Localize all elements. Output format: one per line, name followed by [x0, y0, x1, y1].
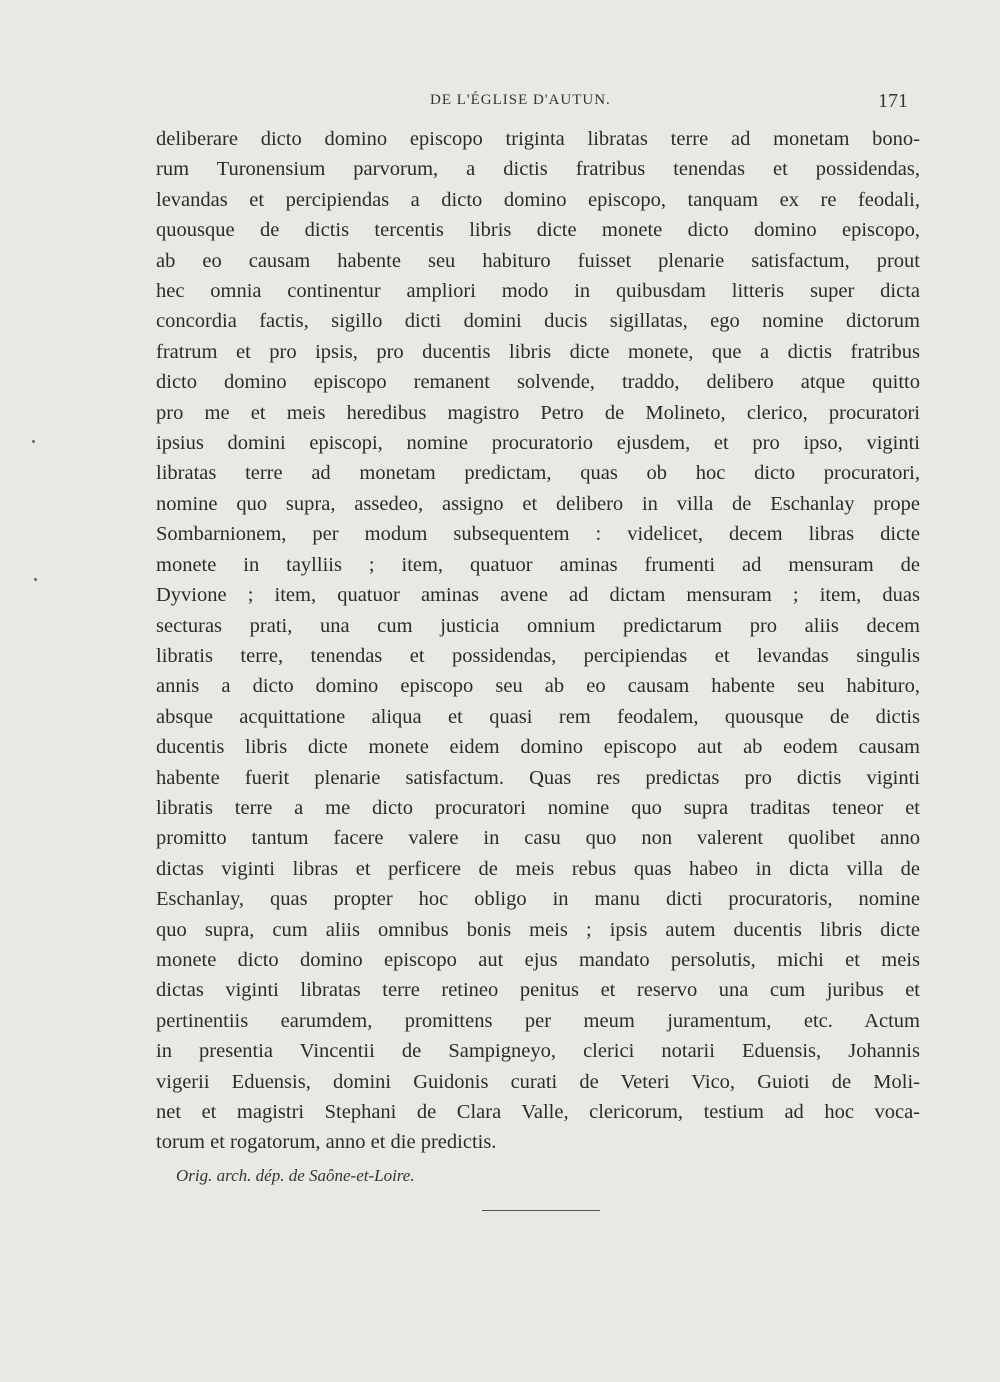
text-line: rum Turonensium parvorum, a dictis fratribus tenendas et possidendas,: [156, 158, 920, 181]
text-line: net et magistri Stephani de Clara Valle, clericorum, testium ad hoc voca-: [156, 1101, 920, 1123]
text-line: libratas terre ad monetam predictam, quas ob hoc dicto procuratori,: [156, 462, 920, 485]
text-line: pertinentiis earumdem, promittens per meum juramentum, etc. Actum: [156, 1009, 920, 1032]
text-line: fratrum et pro ipsis, pro ducentis libris dicte monete, que a dictis fratribus: [156, 340, 920, 363]
running-head: DE L'ÉGLISE D'AUTUN.: [430, 92, 611, 108]
text-line: Sombarnionem, per modum subsequentem : videlicet, decem libras dicte: [156, 523, 920, 546]
text-line: pro me et meis heredibus magistro Petro de Molineto, clerico, procuratori: [156, 401, 920, 424]
text-line: Dyvione ; item, quatuor aminas avene ad dictam mensuram ; item, duas: [156, 584, 920, 607]
text-line: dictas viginti libras et perficere de meis rebus quas habeo in dicta villa de: [156, 857, 920, 880]
text-line: nomine quo supra, assedeo, assigno et delibero in villa de Eschanlay prope: [156, 492, 920, 515]
margin-speck: [34, 578, 37, 581]
margin-speck: [32, 440, 35, 443]
body-text: [156, 124, 920, 1158]
text-line: habente fuerit plenarie satisfactum. Quas res predictas pro dictis viginti: [156, 766, 920, 789]
text-line: vigerii Eduensis, domini Guidonis curati de Veteri Vico, Guioti de Moli-: [156, 1070, 920, 1093]
text-line: dictas viginti libratas terre retineo penitus et reservo una cum juribus et: [156, 979, 920, 1002]
text-line: monete dicto domino episcopo aut ejus mandato persolutis, michi et meis: [156, 948, 920, 971]
text-line: quo supra, cum aliis omnibus bonis meis ; ipsis autem ducentis libris dicte: [156, 918, 920, 941]
page-number: 171: [878, 90, 908, 112]
source-note: Orig. arch. dép. de Saône-et-Loire.: [176, 1166, 415, 1185]
text-line: deliberare dicto domino episcopo triginta libratas terre ad monetam bono-: [156, 128, 920, 150]
text-line: annis a dicto domino episcopo seu ab eo causam habente seu habituro,: [156, 675, 920, 698]
text-line: ipsius domini episcopi, nomine procuratorio ejusdem, et pro ipso, viginti: [156, 432, 920, 455]
text-line: libratis terre a me dicto procuratori nomine quo supra traditas teneor et: [156, 796, 920, 819]
text-line: dicto domino episcopo remanent solvende, traddo, delibero atque quitto: [156, 371, 920, 394]
text-line: torum et rogatorum, anno et die predictis.: [156, 1131, 497, 1154]
text-line: concordia factis, sigillo dicti domini ducis sigillatas, ego nomine dictorum: [156, 310, 920, 333]
text-line: hec omnia continentur ampliori modo in quibusdam litteris super dicta: [156, 280, 920, 303]
text-line: quousque de dictis tercentis libris dicte monete dicto domino episcopo,: [156, 219, 920, 242]
text-line: monete in taylliis ; item, quatuor aminas frumenti ad mensuram de: [156, 553, 920, 576]
text-line: ab eo causam habente seu habituro fuisset plenarie satisfactum, prout: [156, 249, 920, 272]
text-line: ducentis libris dicte monete eidem domino episcopo aut ab eodem causam: [156, 736, 920, 759]
text-line: libratis terre, tenendas et possidendas, percipiendas et levandas singulis: [156, 644, 920, 667]
text-line: absque acquittatione aliqua et quasi rem feodalem, quousque de dictis: [156, 705, 920, 728]
text-line: in presentia Vincentii de Sampigneyo, clerici notarii Eduensis, Johannis: [156, 1040, 920, 1063]
text-line: promitto tantum facere valere in casu quo non valerent quolibet anno: [156, 827, 920, 850]
text-line: Eschanlay, quas propter hoc obligo in manu dicti procuratoris, nomine: [156, 888, 920, 911]
end-rule-divider: [482, 1210, 600, 1211]
text-line: levandas et percipiendas a dicto domino episcopo, tanquam ex re feodali,: [156, 188, 920, 211]
text-line: secturas prati, una cum justicia omnium predictarum pro aliis decem: [156, 614, 920, 637]
